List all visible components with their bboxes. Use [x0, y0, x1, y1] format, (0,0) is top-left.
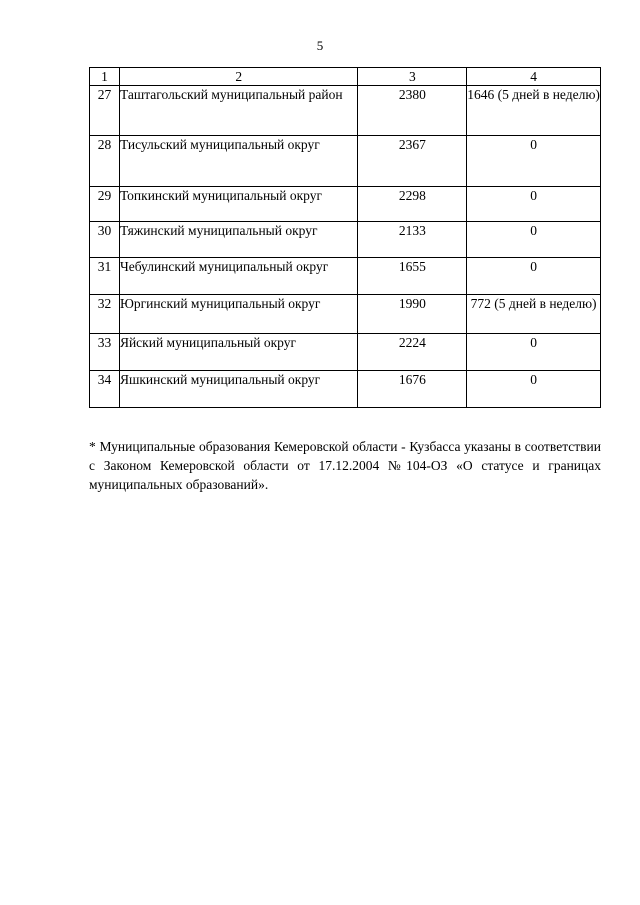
column-header: 1 [90, 68, 120, 86]
value-cell: 1676 [358, 371, 467, 408]
population-cell: 0 [467, 222, 601, 258]
table-row [90, 295, 601, 334]
value-cell: 1655 [358, 258, 467, 295]
municipality-name: Топкинский муниципальный округ [119, 187, 358, 222]
municipality-name: Яйский муниципальный округ [119, 334, 358, 371]
population-cell: 1646 (5 дней в неделю) [467, 86, 601, 136]
value-cell: 2224 [358, 334, 467, 371]
row-number: 31 [90, 258, 120, 295]
population-cell: 0 [467, 258, 601, 295]
table-row [90, 86, 601, 136]
table-row [90, 371, 601, 408]
municipality-name: Тяжинский муниципальный округ [119, 222, 358, 258]
table-row [90, 136, 601, 187]
column-header: 4 [467, 68, 601, 86]
municipality-name: Юргинский муниципальный округ [119, 295, 358, 334]
value-cell: 2133 [358, 222, 467, 258]
population-cell: 0 [467, 136, 601, 187]
municipality-table [89, 67, 601, 408]
value-cell: 2367 [358, 136, 467, 187]
row-number: 29 [90, 187, 120, 222]
value-cell: 2380 [358, 86, 467, 136]
table-row [90, 258, 601, 295]
column-header: 2 [119, 68, 358, 86]
population-cell: 772 (5 дней в неделю) [467, 295, 601, 334]
population-cell: 0 [467, 187, 601, 222]
row-number: 30 [90, 222, 120, 258]
table-header-row [90, 68, 601, 86]
row-number: 27 [90, 86, 120, 136]
column-header: 3 [358, 68, 467, 86]
table-row [90, 334, 601, 371]
table-row [90, 187, 601, 222]
population-cell: 0 [467, 371, 601, 408]
municipality-name: Яшкинский муниципальный округ [119, 371, 358, 408]
value-cell: 2298 [358, 187, 467, 222]
row-number: 32 [90, 295, 120, 334]
table-row [90, 222, 601, 258]
row-number: 33 [90, 334, 120, 371]
municipality-name: Тисульский муниципальный округ [119, 136, 358, 187]
page-number: 5 [316, 38, 324, 53]
row-number: 34 [90, 371, 120, 408]
footnote: * Муниципальные образования Кемеровской области - Кузбасса указаны в соответствии с Законом Кемеровской области от 17.12.2004 №104-ОЗ «О статусе и границах муниципальных образований». [89, 438, 601, 492]
row-number: 28 [90, 136, 120, 187]
population-cell: 0 [467, 334, 601, 371]
value-cell: 1990 [358, 295, 467, 334]
municipality-name: Чебулинский муниципальный округ [119, 258, 358, 295]
municipality-name: Таштагольский муниципальный район [119, 86, 358, 136]
